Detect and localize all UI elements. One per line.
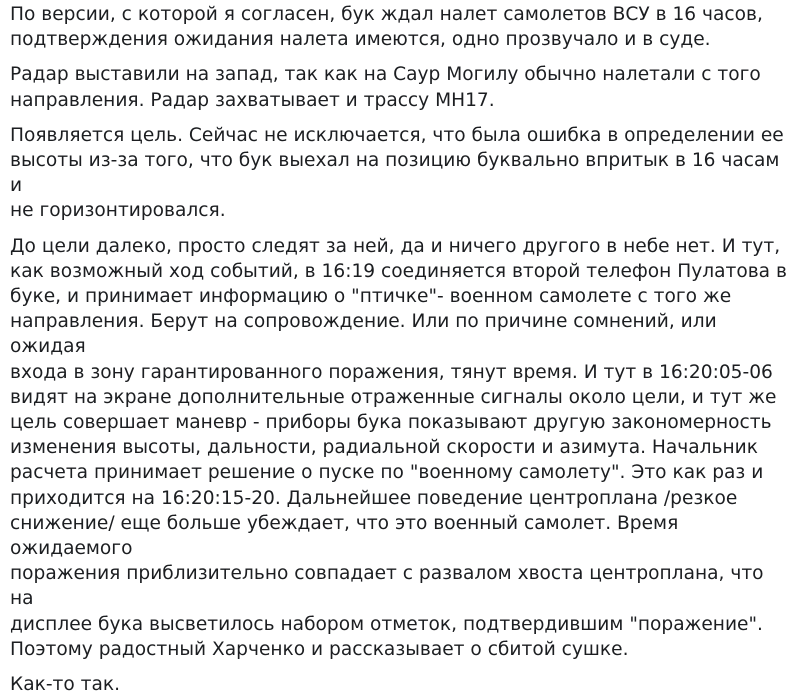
- paragraph-sequence: До цели далеко, просто следят за ней, да и ничего другого в небе нет. И тут, как возможный ход событий, в 16:19 соединяется второй телефон Пулатова в буке, и принимает информацию о "птичке"- военном самолете с того же направления. Берут на сопровождение. Или по причине сомнений, или ожидая входа в зону гарантированного поражения, тянут время. И тут в 16:20:05-06 видят на экране дополнительные отраженные сигналы около цели, и тут же цель совершает маневр - приборы бука показывают другую закономерность изменения высоты, дальности, радиальной скорости и азимута. Начальник расчета принимает решение о пуске по "военному самолету". Это как раз и приходится на 16:20:15-20. Дальнейшее поведение центроплана /резкое снижение/ еще больше убеждает, что это военный самолет. Время ожидаемого поражения приблизительно совпадает с развалом хвоста центроплана, что на дисплее бука высветилось набором отметок, подтвердившим "поражение". Поэтому радостный Харченко и рассказывает о сбитой сушке.: [10, 235, 787, 660]
- paragraph-target: Появляется цель. Сейчас не исключается, что была ошибка в определении ее высоты из-за того, что бук выехал на позицию буквально впритык в 16 часам и не горизонтировался.: [10, 124, 784, 222]
- paragraph-conclusion: Как-то так.: [10, 674, 121, 696]
- paragraph-radar: Радар выставили на запад, так как на Саур Могилу обычно налетали с того направления. Радар захватывает и трассу МН17.: [10, 64, 761, 111]
- paragraph-version: По версии, с которой я согласен, бук ждал налет самолетов ВСУ в 16 часов, подтверждения ожидания налета имеются, одно прозвучало и в суде.: [10, 4, 763, 51]
